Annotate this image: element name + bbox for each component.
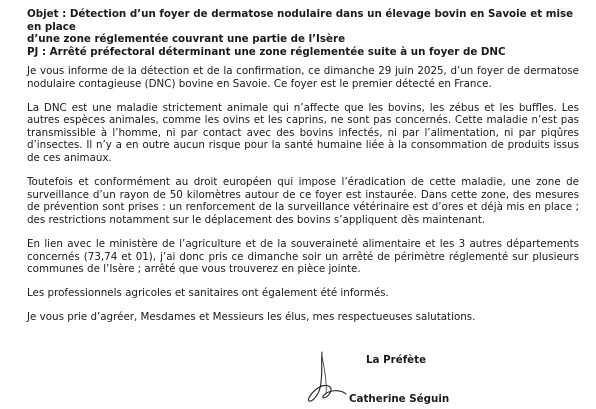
subject-line-continuation: d’une zone réglementée couvrant une partie de l’Isère — [27, 33, 346, 46]
subject-line: Objet : Détection d’un foyer de dermatose nodulaire dans un élevage bovin en Savoie et mise en place — [27, 8, 574, 33]
paragraph-prefectoral-order: En lien avec le ministère de l’agriculture et de la souveraineté alimentaire et les 3 autres départements concernés (73,74 et 01), j’ai donc pris ce dimanche soir un arrêté de périmètre réglementé sur plusieurs communes de l’Isère ; arrêté que vous trouverez en pièce jointe. — [27, 238, 579, 276]
paragraph-closing: Je vous prie d’agréer, Mesdames et Messieurs les élus, mes respectueuses salutations. — [27, 311, 476, 324]
signatory-title: La Préfète — [366, 354, 427, 366]
signatory-name: Catherine Séguin — [349, 393, 450, 405]
paragraph-detection: Je vous informe de la détection et de la confirmation, ce dimanche 29 juin 2025, d’un foyer de dermatose nodulaire contagieuse (DNC) bovine en Savoie. Ce foyer est le premier détecté en France. — [27, 65, 579, 90]
attachment-line: PJ : Arrêté préfectoral déterminant une zone réglementée suite à un foyer de DNC — [27, 45, 506, 58]
letter-header — [27, 8, 579, 58]
paragraph-professionals-informed: Les professionnels agricoles et sanitaires ont également été informés. — [27, 287, 389, 300]
paragraph-disease-info: La DNC est une maladie strictement animale qui n’affecte que les bovins, les zébus et les buffles. Les autres espèces animales, comme les ovins et les caprins, ne sont pas concernés. Cette maladie n’est pas transmissible à l’homme, ni par contact avec des bovins infectés, ni par l’alimentation, ni par piqûres d’insectes. Il n’y a en outre aucun risque pour la santé humaine liée à la consommation de produits issus de ces animaux. — [27, 101, 579, 165]
paragraph-surveillance-zone: Toutefois et conformément au droit européen qui impose l’éradication de cette maladie, une zone de surveillance d’un rayon de 50 kilomètres autour de ce foyer est instaurée. Dans cette zone, des mesures de prévention sont prises : un renforcement de la surveillance vétérinaire est d’ores et déjà mis en place ; des restrictions notamment sur le déplacement des bovins s’appliquent dès maintenant. — [27, 176, 579, 226]
letter-body — [27, 65, 579, 324]
signature-block — [300, 344, 590, 409]
